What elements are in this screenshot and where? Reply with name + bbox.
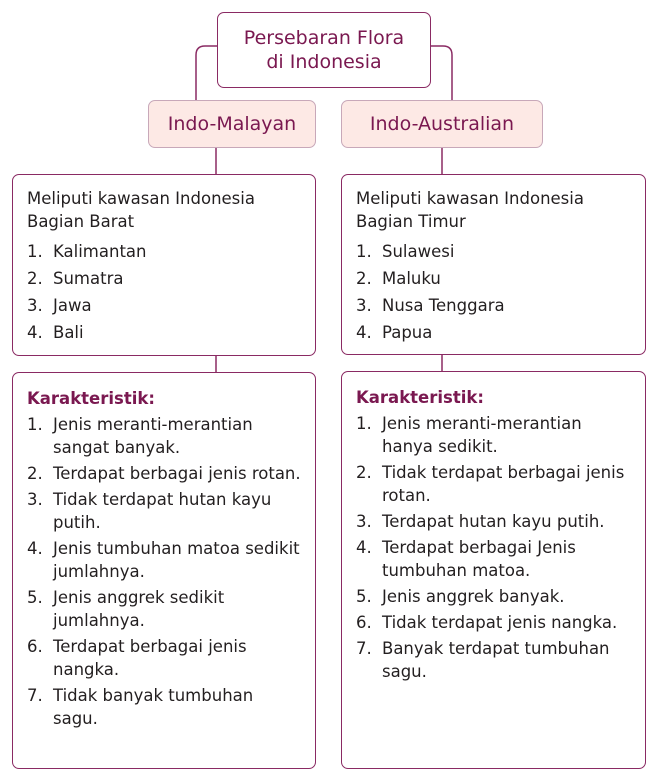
title-line-2: di Indonesia xyxy=(266,51,382,73)
list-text: Sulawesi xyxy=(382,242,455,261)
list-text: Jenis meranti-merantian sangat banyak. xyxy=(53,415,253,457)
region-indo-australian xyxy=(341,100,543,148)
list-text: Terdapat berbagai Jenis tumbuhan matoa. xyxy=(382,538,576,580)
list-text: Tidak terdapat jenis nangka. xyxy=(382,613,618,632)
list-number: 4. xyxy=(356,323,372,342)
list-item xyxy=(356,461,631,507)
area-description: Meliputi kawasan Indonesia Bagian Barat xyxy=(27,189,255,231)
list-number: 3. xyxy=(27,296,43,315)
list-number: 2. xyxy=(356,269,372,288)
list-number: 5. xyxy=(356,587,372,606)
list-number: 5. xyxy=(27,588,43,607)
list-number: 4. xyxy=(27,539,43,558)
region-indo-malayan xyxy=(148,100,316,148)
region-label: Indo-Australian xyxy=(369,113,515,135)
list-number: 4. xyxy=(27,323,43,342)
characteristics-list xyxy=(356,412,631,683)
list-item xyxy=(356,510,631,533)
list-number: 2. xyxy=(356,463,372,482)
list-item xyxy=(356,412,631,458)
list-item xyxy=(27,586,301,632)
list-number: 1. xyxy=(356,414,372,433)
list-number: 6. xyxy=(27,637,43,656)
list-text: Nusa Tenggara xyxy=(382,296,505,315)
list-text: Sumatra xyxy=(53,269,124,288)
list-text: Terdapat berbagai jenis nangka. xyxy=(53,637,247,679)
list-item xyxy=(356,294,631,317)
list-number: 7. xyxy=(356,639,372,658)
list-text: Bali xyxy=(53,323,84,342)
list-text: Papua xyxy=(382,323,433,342)
connector-root-right xyxy=(431,46,452,100)
list-number: 1. xyxy=(27,242,43,261)
list-item xyxy=(27,684,301,730)
list-text: Jenis meranti-merantian hanya sedikit. xyxy=(382,414,582,456)
list-text: Jenis tumbuhan matoa sedikit jumlahnya. xyxy=(53,539,300,581)
area-list xyxy=(356,240,631,344)
list-item xyxy=(27,240,301,263)
diagram-title-box xyxy=(217,12,431,88)
list-item xyxy=(27,488,301,534)
list-item xyxy=(356,637,631,683)
list-item xyxy=(27,294,301,317)
title-line-1: Persebaran Flora xyxy=(243,27,405,49)
list-number: 6. xyxy=(356,613,372,632)
list-item xyxy=(27,537,301,583)
list-text: Tidak terdapat berbagai jenis rotan. xyxy=(382,463,625,505)
list-text: Tidak banyak tumbuhan sagu. xyxy=(53,686,254,728)
characteristics-title: Karakteristik: xyxy=(356,388,484,407)
list-text: Maluku xyxy=(382,269,441,288)
list-number: 3. xyxy=(356,512,372,531)
list-number: 1. xyxy=(356,242,372,261)
area-description: Meliputi kawasan Indonesia Bagian Timur xyxy=(356,189,584,231)
list-text: Banyak terdapat tumbuhan sagu. xyxy=(382,639,610,681)
region-label: Indo-Malayan xyxy=(167,113,297,135)
area-list xyxy=(27,240,301,344)
list-item xyxy=(27,635,301,681)
list-item xyxy=(356,585,631,608)
characteristics-panel-west xyxy=(12,372,316,769)
list-text: Jenis anggrek banyak. xyxy=(382,587,565,606)
list-item xyxy=(356,240,631,263)
areas-panel-west xyxy=(12,174,316,356)
list-item xyxy=(27,462,301,485)
list-number: 4. xyxy=(356,538,372,557)
list-number: 1. xyxy=(27,415,43,434)
list-text: Jawa xyxy=(53,296,92,315)
characteristics-title: Karakteristik: xyxy=(27,389,155,408)
list-item xyxy=(356,536,631,582)
connector-root-left xyxy=(196,46,217,100)
list-item xyxy=(27,321,301,344)
list-text: Terdapat berbagai jenis rotan. xyxy=(53,464,301,483)
list-text: Terdapat hutan kayu putih. xyxy=(382,512,605,531)
list-text: Kalimantan xyxy=(53,242,147,261)
list-text: Tidak terdapat hutan kayu putih. xyxy=(53,490,272,532)
list-number: 2. xyxy=(27,464,43,483)
characteristics-list xyxy=(27,413,301,730)
list-number: 3. xyxy=(27,490,43,509)
list-item xyxy=(356,321,631,344)
list-item xyxy=(356,611,631,634)
list-number: 2. xyxy=(27,269,43,288)
list-text: Jenis anggrek sedikit jumlahnya. xyxy=(53,588,225,630)
characteristics-panel-east xyxy=(341,371,646,769)
areas-panel-east xyxy=(341,174,646,355)
list-item xyxy=(27,267,301,290)
list-number: 3. xyxy=(356,296,372,315)
list-number: 7. xyxy=(27,686,43,705)
list-item xyxy=(27,413,301,459)
list-item xyxy=(356,267,631,290)
